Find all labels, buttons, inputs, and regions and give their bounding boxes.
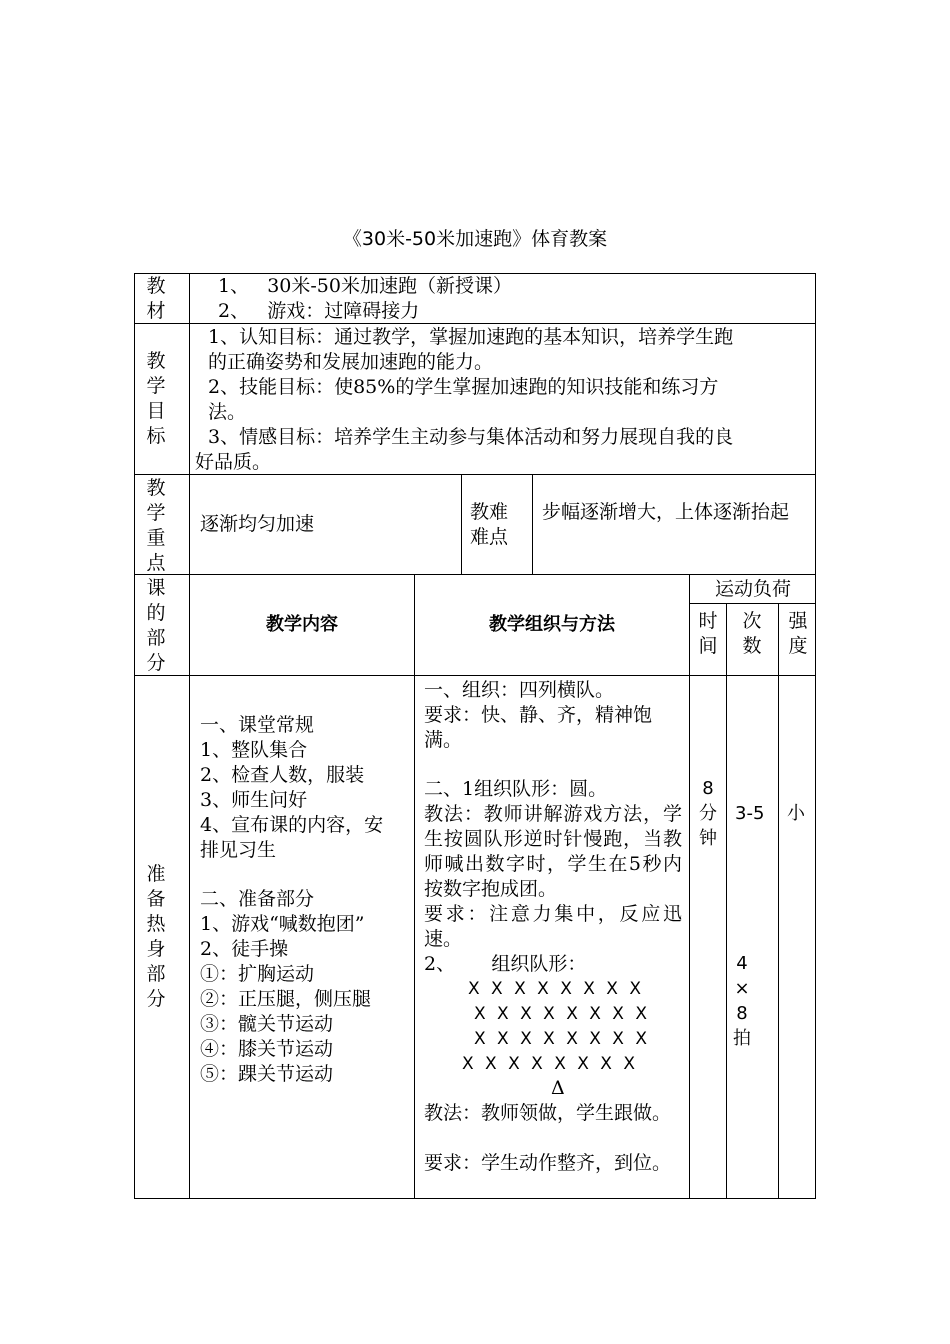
prep-method-line: 满。 bbox=[424, 729, 463, 751]
col-divider bbox=[414, 574, 415, 1199]
col-divider bbox=[532, 474, 533, 574]
prep-content-line: ④：膝关节运动 bbox=[200, 1038, 334, 1060]
prep-content-line: 3、师生问好 bbox=[200, 789, 308, 811]
prep-time: 8分钟 bbox=[699, 778, 717, 849]
goals-line: 1、认知目标：通过教学，掌握加速跑的基本知识，培养学生跑 bbox=[208, 326, 734, 348]
goals-line: 好品质。 bbox=[195, 451, 272, 473]
key-points-label: 教学重点 bbox=[146, 477, 166, 574]
prep-content-line: ①：扩胸运动 bbox=[200, 963, 315, 985]
row-divider bbox=[134, 675, 816, 676]
prep-method-line: 一、组织：四列横队。 bbox=[424, 679, 615, 701]
key-points-value: 逐渐均匀加速 bbox=[200, 513, 315, 535]
prep-method-line: 要求：快、静、齐，精神饱 bbox=[424, 704, 653, 726]
load-header: 运动负荷 bbox=[714, 578, 791, 600]
prep-method-requirement: 要求：注意力集中，反应迅速。 bbox=[424, 903, 682, 950]
prep-method-teach2: 教法：教师领做，学生跟做。 bbox=[424, 1102, 672, 1124]
time-header: 时间 bbox=[698, 610, 718, 657]
prep-content-line: 二、准备部分 bbox=[200, 888, 315, 910]
formation-row: X X X X X X X X bbox=[468, 979, 644, 999]
prep-content-line: ②：正压腿，侧压腿 bbox=[200, 988, 372, 1010]
prep-count-2: 4×8拍 bbox=[733, 953, 751, 1049]
col-divider bbox=[461, 474, 462, 574]
prep-content-line: ③：髋关节运动 bbox=[200, 1013, 334, 1035]
goals-line: 2、技能目标：使85%的学生掌握加速跑的知识技能和练习方 bbox=[208, 376, 719, 398]
row-divider bbox=[134, 574, 816, 575]
content-header: 教学内容 bbox=[266, 614, 338, 635]
prep-content-line: 2、徒手操 bbox=[200, 938, 289, 960]
goals-line: 法。 bbox=[208, 401, 247, 423]
col-divider bbox=[189, 273, 190, 1199]
prep-content-line: ⑤：踝关节运动 bbox=[200, 1063, 334, 1085]
difficulty-label: 教难难点 bbox=[470, 501, 509, 548]
prep-method-line: 二、1组织队形：圆。 bbox=[424, 778, 608, 800]
prep-content-line: 4、宣布课的内容，安 bbox=[200, 814, 384, 836]
prep-content-line: 1、整队集合 bbox=[200, 739, 308, 761]
prep-part-label: 准备热身部分 bbox=[146, 863, 166, 1010]
method-header: 教学组织与方法 bbox=[489, 614, 615, 635]
difficulty-value: 步幅逐渐增大，上体逐渐抬起 bbox=[542, 501, 790, 523]
col-divider bbox=[726, 603, 727, 1199]
goals-line: 3、情感目标：培养学生主动参与集体活动和努力展现自我的良 bbox=[208, 426, 734, 448]
prep-method-paragraph: 教法：教师讲解游戏方法，学生按圆队形逆时针慢跑，当教师喊出数字时，学生在5秒内按数字抱成团。 bbox=[424, 803, 682, 900]
load-subheader-divider bbox=[689, 603, 816, 604]
teacher-mark: Δ bbox=[551, 1077, 565, 1099]
formation-row: X X X X X X X X bbox=[474, 1029, 650, 1049]
prep-count-1: 3-5 bbox=[735, 803, 765, 824]
col-divider bbox=[778, 603, 779, 1199]
intensity-header: 强度 bbox=[788, 610, 808, 657]
prep-method-requirement2: 要求：学生动作整齐，到位。 bbox=[424, 1152, 672, 1174]
count-header: 次数 bbox=[742, 610, 762, 657]
prep-content-line: 1、游戏“喊数抱团” bbox=[200, 913, 365, 935]
formation-title: 2、 组织队形： bbox=[424, 953, 587, 975]
goals-line: 的正确姿势和发展加速跑的能力。 bbox=[208, 351, 494, 373]
goals-label: 教学目标 bbox=[146, 350, 166, 447]
col-divider bbox=[689, 574, 690, 1199]
part-header: 课的部分 bbox=[146, 577, 166, 674]
prep-content-line: 排见习生 bbox=[200, 839, 277, 861]
material-item-2: 2、 游戏：过障碍接力 bbox=[218, 300, 420, 322]
page-title: 《30米-50米加速跑》体育教案 bbox=[342, 228, 608, 250]
prep-content-line: 2、检查人数，服装 bbox=[200, 764, 365, 786]
prep-content-line: 一、课堂常规 bbox=[200, 714, 315, 736]
formation-row: X X X X X X X X bbox=[474, 1004, 650, 1024]
material-item-1: 1、 30米-50米加速跑（新授课） bbox=[218, 275, 512, 297]
prep-intensity: 小 bbox=[787, 803, 805, 824]
material-label: 教材 bbox=[146, 275, 166, 322]
formation-row: X X X X X X X X bbox=[462, 1054, 638, 1074]
